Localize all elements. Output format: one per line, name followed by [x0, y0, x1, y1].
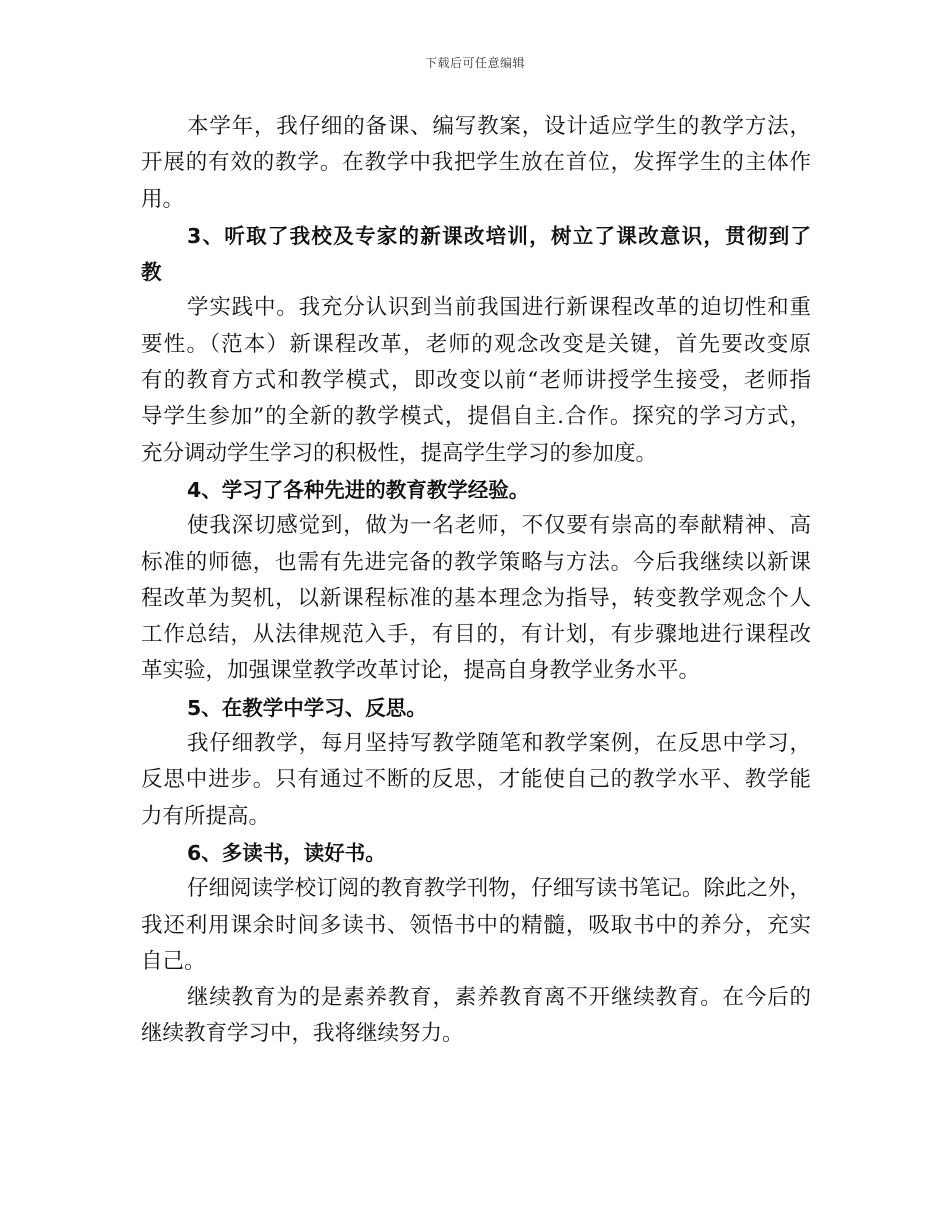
- paragraph-line: 继续教育为的是素养教育，素养教育离不开继续教育。在今后的: [187, 985, 811, 1011]
- heading-section-4: 4、学习了各种先进的教育教学经验。: [187, 477, 530, 502]
- paragraph-reading: [141, 871, 811, 980]
- heading-line: 3、听取了我校及专家的新课改培训，树立了课改意识，贯彻到了: [187, 223, 811, 248]
- paragraph-line: 用。: [141, 186, 185, 212]
- paragraph-line: 我还利用课余时间多读书、领悟书中的精髓，吸取书中的养分，充实: [141, 912, 811, 938]
- heading-section-6: 6、多读书，读好书。: [187, 840, 386, 865]
- paragraph-line: 使我深切感觉到，做为一名老师，不仅要有崇高的奉献精神、高: [187, 513, 811, 539]
- paragraph-line: 工作总结，从法律规范入手，有目的，有计划，有步骤地进行课程改: [141, 622, 811, 648]
- paragraph-line: 仔细阅读学校订阅的教育教学刊物，仔细写读书笔记。除此之外，: [187, 876, 811, 902]
- paragraph-line: 程改革为契机，以新课程标准的基本理念为指导，转变教学观念个人: [141, 585, 811, 611]
- paragraph-line: 本学年，我仔细的备课、编写教案，设计适应学生的教学方法，: [187, 114, 811, 139]
- paragraph-lesson-preparation: [141, 109, 811, 218]
- paragraph-line: 继续教育学习中，我将继续努力。: [141, 1021, 464, 1047]
- paragraph-line: 自己。: [141, 948, 206, 974]
- paragraph-conclusion: [141, 980, 811, 1053]
- paragraph-teaching-experience: [141, 508, 811, 689]
- paragraph-reflection: [141, 726, 811, 835]
- page-header-note: 下载后可任意编辑: [424, 56, 525, 70]
- paragraph-line: 力有所提高。: [141, 803, 271, 829]
- paragraph-line: 学实践中。我充分认识到当前我国进行新课程改革的迫切性和重: [187, 295, 811, 321]
- document-body: [141, 109, 811, 1053]
- paragraph-line: 革实验，加强课堂教学改革讨论，提高自身教学业务水平。: [141, 658, 701, 684]
- heading-section-5: 5、在教学中学习、反思。: [187, 695, 427, 720]
- paragraph-line: 开展的有效的教学。在教学中我把学生放在首位，发挥学生的主体作: [141, 150, 811, 176]
- paragraph-line: 标准的师德，也需有先进完备的教学策略与方法。今后我继续以新课: [141, 549, 811, 575]
- heading-line: 教: [141, 260, 162, 285]
- paragraph-line: 我仔细教学，每月坚持写教学随笔和教学案例，在反思中学习，: [187, 731, 811, 757]
- paragraph-line: 有的教育方式和教学模式，即改变以前“老师讲授学生接受，老师指: [141, 368, 811, 394]
- paragraph-line: 反思中进步。只有通过不断的反思，才能使自己的教学水平、教学能: [141, 767, 811, 793]
- paragraph-curriculum-reform: [141, 290, 811, 471]
- paragraph-line: 充分调动学生学习的积极性，提高学生学习的参加度。: [141, 440, 658, 466]
- paragraph-line: 要性。（范本）新课程改革，老师的观念改变是关键，首先要改变原: [141, 331, 811, 357]
- paragraph-line: 导学生参加”的全新的教学模式，提倡自主.合作。探究的学习方式，: [141, 404, 811, 430]
- heading-section-3: [141, 218, 811, 291]
